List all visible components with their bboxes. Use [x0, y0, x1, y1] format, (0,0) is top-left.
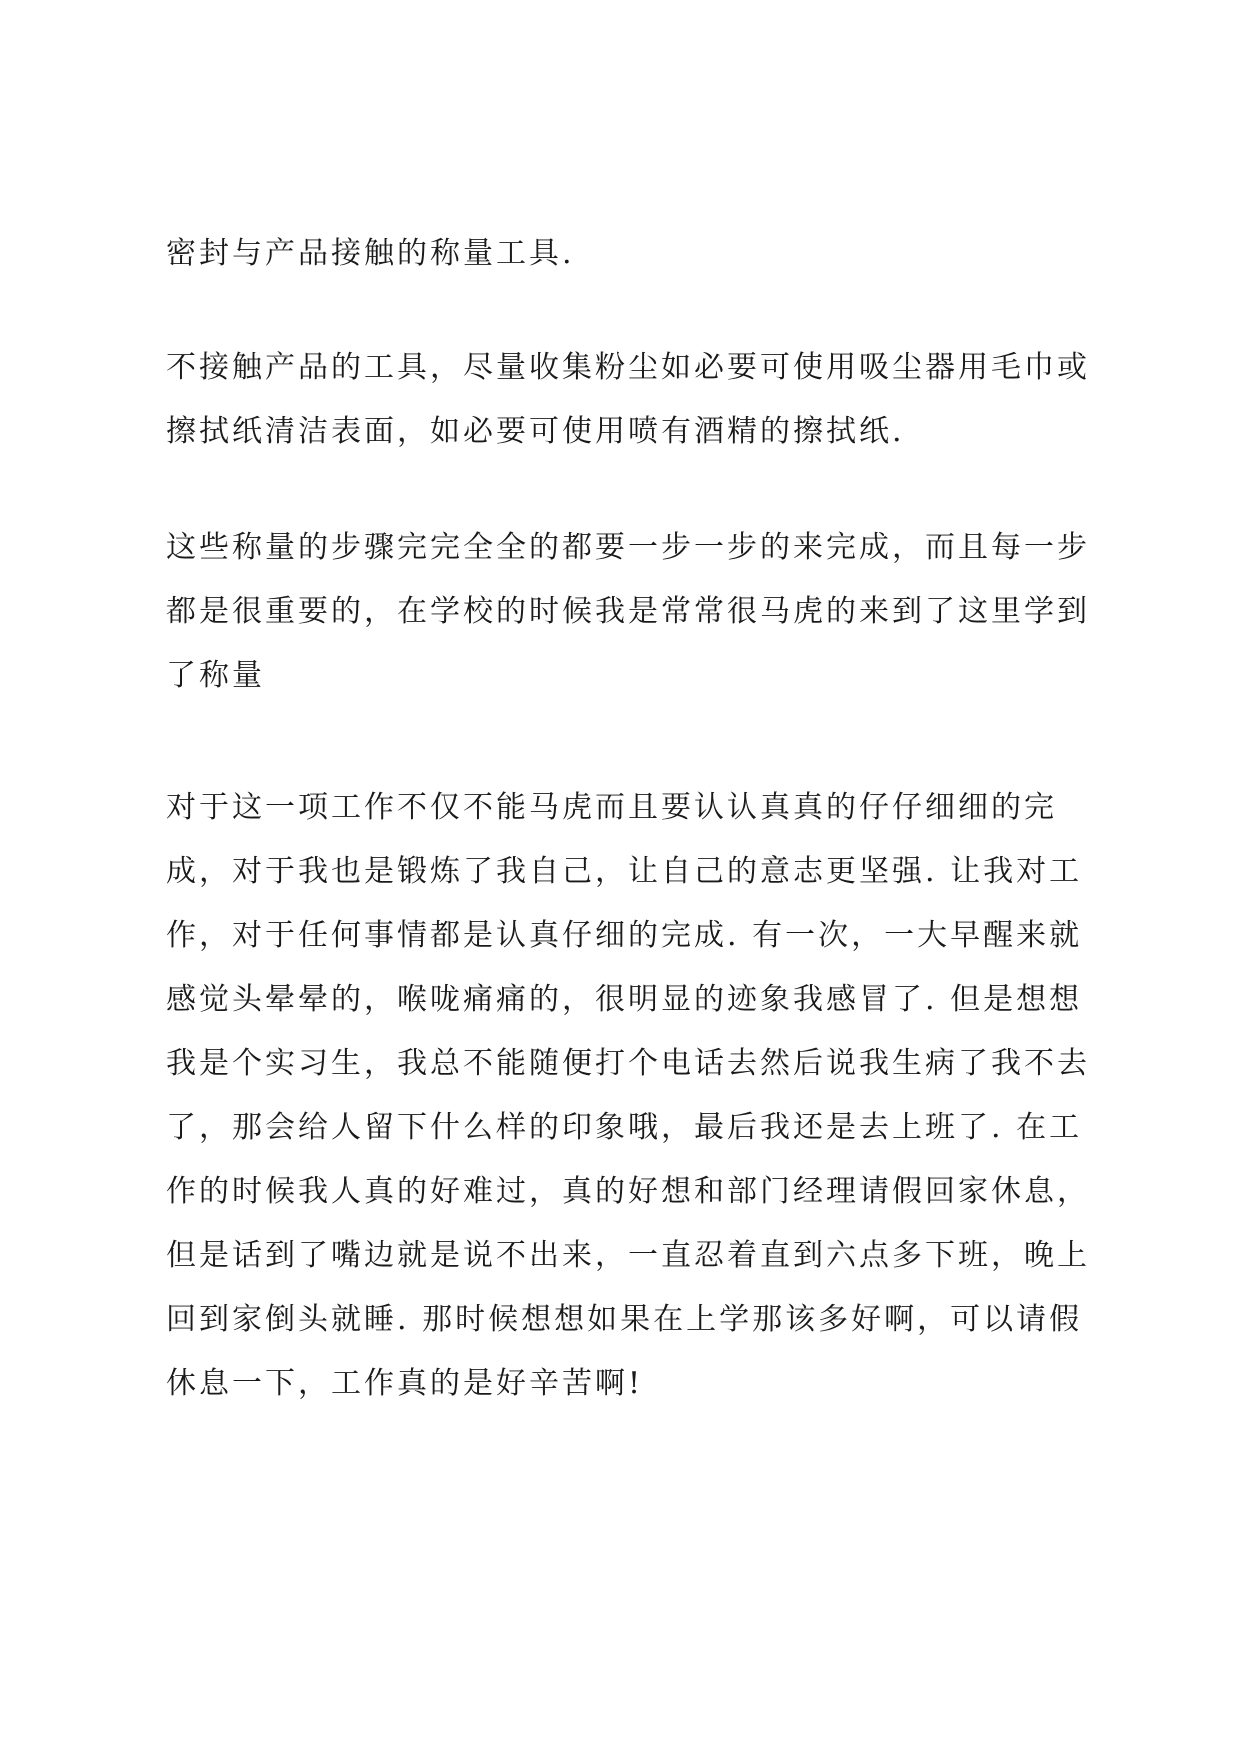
text-line: 密封与产品接触的称量工具. — [166, 236, 575, 271]
text-line: 作，对于任何事情都是认真仔细的完成. 有一次，一大早醒来就 — [166, 918, 1083, 953]
text-line: 成，对于我也是锻炼了我自己，让自己的意志更坚强. 让我对工 — [166, 854, 1083, 889]
text-line: 了称量 — [166, 658, 265, 693]
text-line: 擦拭纸清洁表面，如必要可使用喷有酒精的擦拭纸. — [166, 414, 905, 449]
text-line: 了，那会给人留下什么样的印象哦，最后我还是去上班了. 在工 — [166, 1110, 1083, 1145]
paragraph-1 — [166, 222, 1096, 286]
text-line: 不接触产品的工具，尽量收集粉尘如必要可使用吸尘器用毛巾或 — [166, 350, 1090, 385]
text-line: 休息一下，工作真的是好辛苦啊! — [166, 1366, 644, 1401]
text-line: 感觉头晕晕的，喉咙痛痛的，很明显的迹象我感冒了. 但是想想 — [166, 982, 1083, 1017]
document-body — [166, 222, 1096, 1470]
text-line: 但是话到了嘴边就是说不出来，一直忍着直到六点多下班，晚上 — [166, 1238, 1090, 1273]
text-line: 我是个实习生，我总不能随便打个电话去然后说我生病了我不去 — [166, 1046, 1090, 1081]
text-line: 都是很重要的，在学校的时候我是常常很马虎的来到了这里学到 — [166, 594, 1090, 629]
text-line: 作的时候我人真的好难过，真的好想和部门经理请假回家休息， — [166, 1174, 1090, 1209]
paragraph-2 — [166, 336, 1096, 464]
paragraph-3 — [166, 516, 1096, 708]
text-line: 对于这一项工作不仅不能马虎而且要认认真真的仔仔细细的完 — [166, 790, 1057, 825]
text-line: 回到家倒头就睡. 那时候想想如果在上学那该多好啊，可以请假 — [166, 1302, 1083, 1337]
paragraph-4 — [166, 776, 1096, 1416]
text-line: 这些称量的步骤完完全全的都要一步一步的来完成，而且每一步 — [166, 530, 1090, 565]
